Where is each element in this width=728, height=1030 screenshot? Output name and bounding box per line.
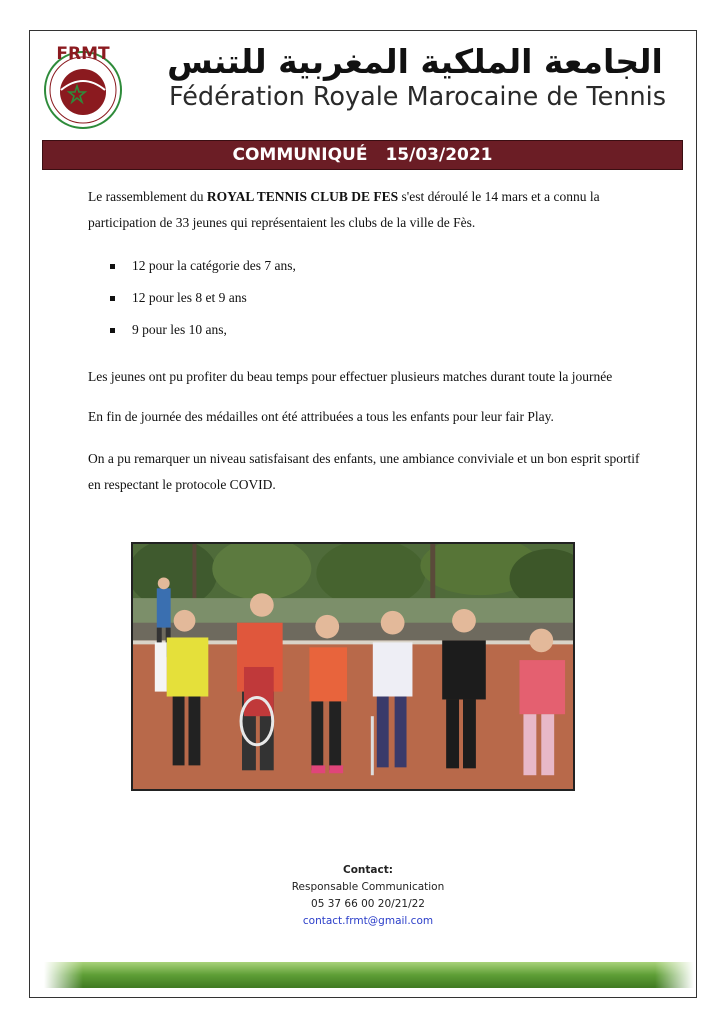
paragraph-medals: En fin de journée des médailles ont été attribuées a tous les enfants pour leur fair Play. — [88, 409, 554, 424]
communique-banner — [42, 140, 683, 170]
list-item — [110, 282, 610, 314]
intro-text-start: Le rassemblement du — [88, 189, 207, 204]
federation-title: Fédération Royale Marocaine de Tennis — [168, 82, 667, 112]
club-name: ROYAL TENNIS CLUB DE FES — [206, 189, 399, 204]
banner-date: 15/03/2021 — [385, 145, 493, 165]
bullet-icon — [110, 296, 115, 301]
frmt-logo — [37, 42, 129, 130]
list-item-text: 12 pour les 8 et 9 ans — [132, 290, 247, 305]
list-item-text: 9 pour les 10 ans, — [132, 322, 227, 337]
category-list — [110, 250, 610, 346]
contact-phone: 05 37 66 00 20/21/22 — [311, 898, 425, 910]
list-item — [110, 250, 610, 282]
contact-role: Responsable Communication — [291, 881, 445, 893]
children-tennis-photo — [131, 542, 575, 791]
banner-label: COMMUNIQUÉ — [232, 145, 368, 165]
list-item — [110, 314, 610, 346]
bullet-icon — [110, 264, 115, 269]
intro-text-end: s'est déroulé le 14 mars et a connu la participation de 33 jeunes qui représentaient les clubs de la ville de Fès. — [88, 189, 600, 230]
paragraph-level: On a pu remarquer un niveau satisfaisant des enfants, une ambiance conviviale et un bon esprit sportif en respectant le protocole COVID. — [88, 451, 640, 492]
contact-title: Contact: — [343, 864, 393, 876]
contact-block — [200, 862, 536, 930]
paragraph-weather: Les jeunes ont pu profiter du beau temps pour effectuer plusieurs matches durant toute la journée — [88, 369, 613, 384]
page-border — [29, 30, 697, 998]
arabic-federation-title: الجامعة الملكية المغربية للتنس — [167, 42, 663, 81]
grass-footer-image — [44, 958, 694, 990]
logo-text: FRMT — [56, 44, 110, 64]
list-item-text: 12 pour la catégorie des 7 ans, — [132, 258, 296, 273]
contact-email-link[interactable]: contact.frmt@gmail.com — [302, 915, 434, 927]
paragraph-intro — [88, 184, 648, 236]
bullet-icon — [110, 328, 115, 333]
